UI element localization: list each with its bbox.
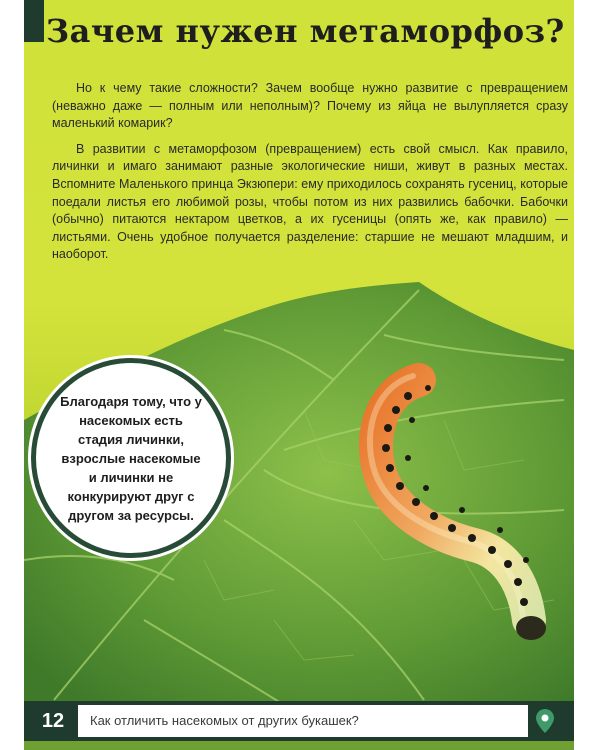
callout-circle	[31, 358, 231, 558]
footer-pin-box	[530, 705, 560, 737]
caterpillar-head	[516, 616, 546, 640]
page-title: Зачем нужен метаморфоз?	[46, 12, 565, 50]
paragraph-1: Но к чему такие сложности? Зачем вообще нужно развитие с превращением (неважно даже — полным или неполным)? Почему из яйца не вылупляется сразу маленький комарик?	[52, 81, 568, 131]
footer-question: Как отличить насекомых от других букашек?	[90, 713, 359, 728]
location-pin-icon	[530, 705, 560, 737]
body-text	[52, 80, 568, 272]
corner-mark	[24, 0, 44, 42]
page-number: 12	[41, 710, 65, 732]
paragraph-2: В развитии с метаморфозом (превращением) есть свой смысл. Как правило, личинки и имаго занимают разные экологические ниши, живут в разных местах. Вспомните Маленького принца Экзюпери: ему приходилось сохранять гусениц, которые поедали листья его любимой розы, чтобы потом из них развились бабочки. Бабочки (обычно) питаются нектаром цветков, а их гусеницы (опять же, как правило) — листьями. Очень удобное получается разделение: старшие не мешают младшим, и наоборот.	[52, 141, 568, 262]
callout-text: Благодаря тому, что у насекомых есть стадия личинки, взрослые насекомые и личинки не конкурируют друг с другом за ресурсы.	[60, 393, 202, 523]
